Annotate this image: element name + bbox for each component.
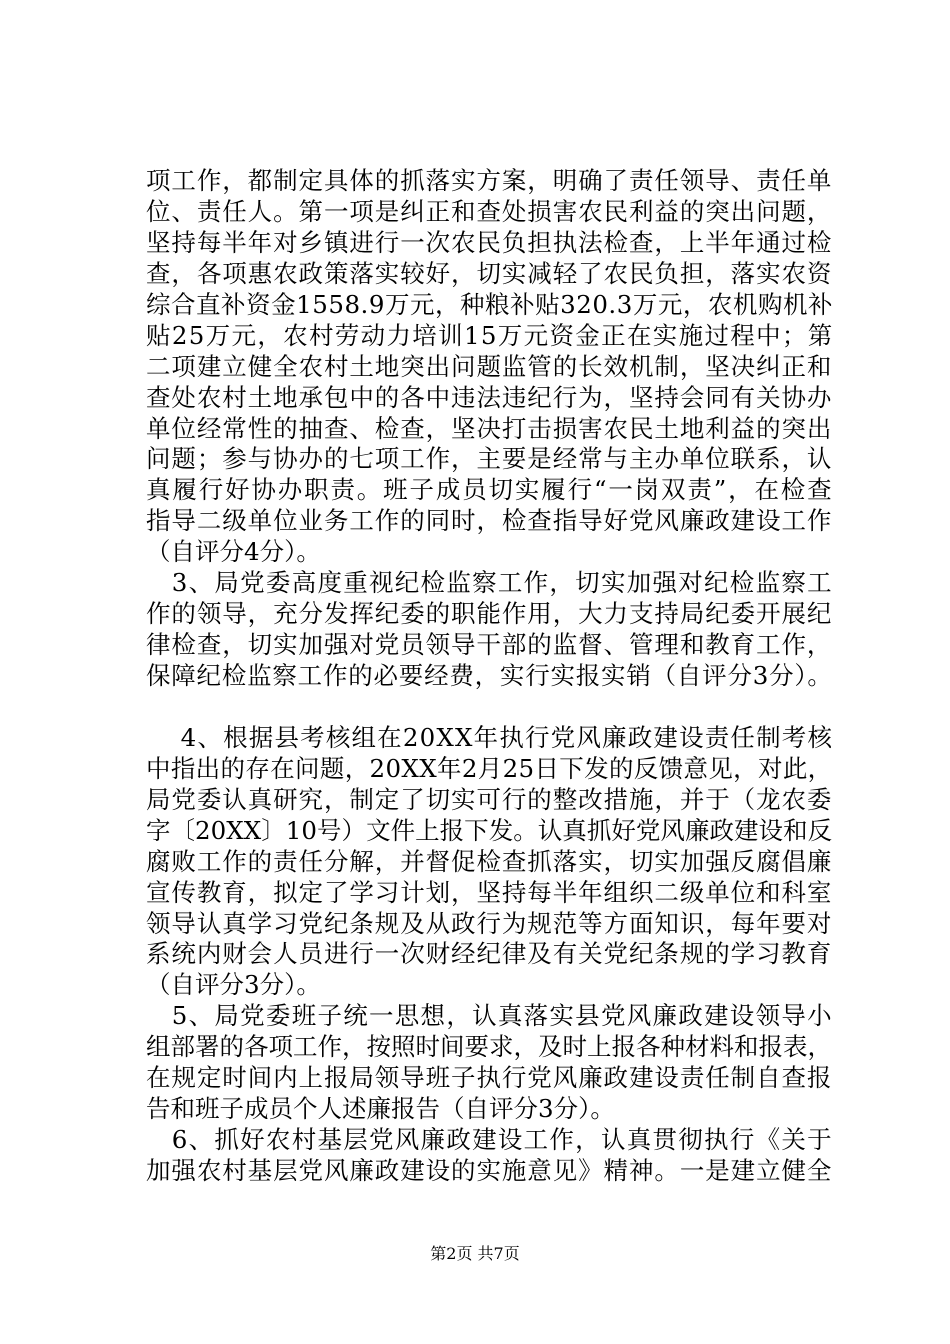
text-line: 单位经常性的抽查、检查，坚决打击损害农民土地利益的突出: [146, 414, 833, 443]
text-line: 领导认真学习党纪条规及从政行为规范等方面知识，每年要对: [146, 909, 833, 938]
text-line: 3、局党委高度重视纪检监察工作，切实加强对纪检监察工: [146, 568, 833, 597]
text-line: 查，各项惠农政策落实较好，切实减轻了农民负担，落实农资: [146, 259, 833, 288]
text-line: 告和班子成员个人述廉报告（自评分3分）。: [146, 1094, 615, 1123]
text-line: 位、责任人。第一项是纠正和查处损害农民利益的突出问题，: [146, 197, 833, 226]
text-line: 查处农村土地承包中的各中违法违纪行为，坚持会同有关协办: [146, 383, 833, 412]
text-line: 宣传教育，拟定了学习计划，坚持每半年组织二级单位和科室: [146, 878, 833, 907]
text-line: 局党委认真研究，制定了切实可行的整改措施，并于（龙农委: [146, 785, 833, 814]
text-line: 问题；参与协办的七项工作，主要是经常与主办单位联系，认: [146, 444, 833, 473]
page-footer: 第2页 共7页: [430, 1244, 520, 1263]
text-line: （自评分4分）。: [146, 537, 321, 566]
text-line: 腐败工作的责任分解，并督促检查抓落实，切实加强反腐倡廉: [146, 847, 833, 876]
text-line: 综合直补资金1558.9万元，种粮补贴320.3万元，农机购机补: [146, 290, 834, 319]
text-line: 加强农村基层党风廉政建设的实施意见》精神。一是建立健全: [146, 1156, 833, 1185]
text-line: 4、根据县考核组在20XX年执行党风廉政建设责任制考核: [146, 723, 834, 752]
text-line: 保障纪检监察工作的必要经费，实行实报实销（自评分3分）。: [146, 661, 833, 690]
text-line: 5、局党委班子统一思想，认真落实县党风廉政建设领导小: [146, 1001, 833, 1030]
text-line: 项工作，都制定具体的抓落实方案，明确了责任领导、责任单: [146, 166, 833, 195]
text-line: （自评分3分）。: [146, 970, 321, 999]
text-line: 作的领导，充分发挥纪委的职能作用，大力支持局纪委开展纪: [146, 599, 833, 628]
text-line: 律检查，切实加强对党员领导干部的监督、管理和教育工作，: [146, 630, 833, 659]
text-line: 6、抓好农村基层党风廉政建设工作，认真贯彻执行《关于: [146, 1125, 833, 1154]
text-line: 系统内财会人员进行一次财经纪律及有关党纪条规的学习教育: [146, 939, 833, 968]
text-line: 在规定时间内上报局领导班子执行党风廉政建设责任制自查报: [146, 1063, 833, 1092]
text-line: 组部署的各项工作，按照时间要求，及时上报各种材料和报表，: [146, 1032, 832, 1061]
text-line: 指导二级单位业务工作的同时，检查指导好党风廉政建设工作: [146, 506, 833, 535]
text-line: 真履行好协办职责。班子成员切实履行“一岗双责”，在检查: [146, 475, 834, 504]
text-line: 二项建立健全农村土地突出问题监管的长效机制，坚决纠正和: [146, 352, 833, 381]
text-line: 贴25万元，农村劳动力培训15万元资金正在实施过程中；第: [146, 321, 834, 350]
text-line: 中指出的存在问题，20XX年2月25日下发的反馈意见，对此，: [146, 754, 833, 783]
text-line: 坚持每半年对乡镇进行一次农民负担执法检查，上半年通过检: [146, 228, 833, 257]
text-line: 字〔20XX〕10号）文件上报下发。认真抓好党风廉政建设和反: [146, 816, 833, 845]
